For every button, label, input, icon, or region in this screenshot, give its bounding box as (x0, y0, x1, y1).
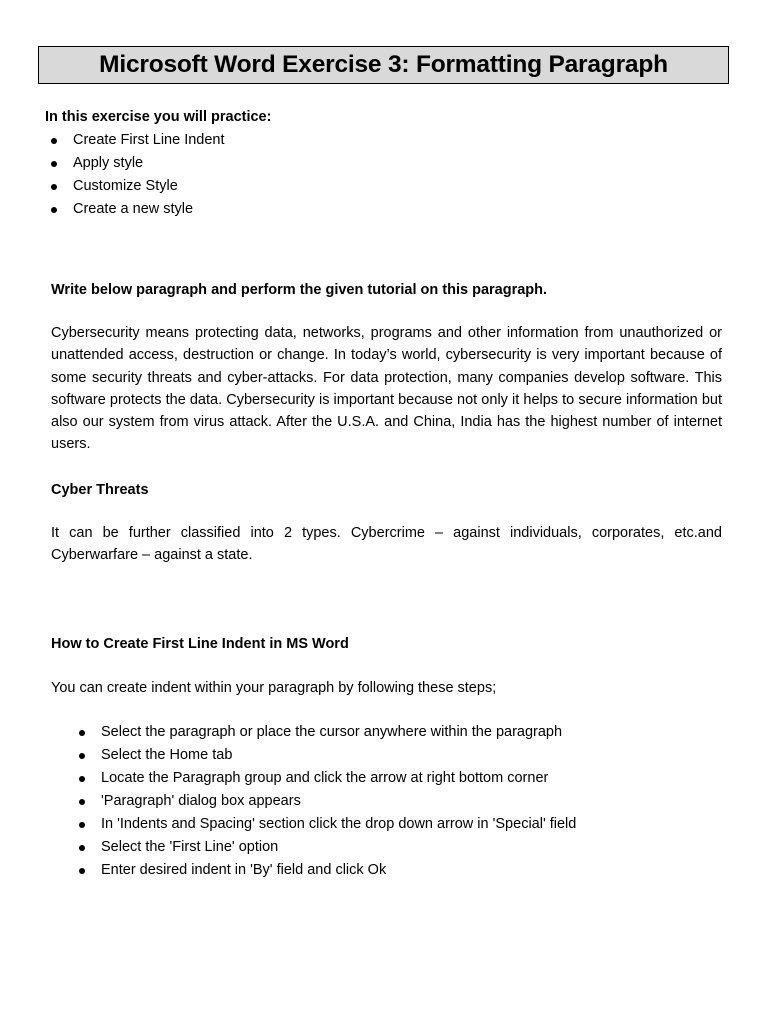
list-item (73, 790, 733, 813)
intro-lead: In this exercise you will practice: (45, 109, 272, 125)
steps-list (73, 721, 733, 882)
title-box (38, 46, 729, 84)
list-item (73, 813, 733, 836)
cyber-threats-paragraph: It can be further classified into 2 types. Cybercrime – against individuals, corporates, etc.and Cyberwarfare – against a state. (51, 525, 722, 564)
list-item-text: Create First Line Indent (73, 132, 225, 148)
bullet-icon (79, 730, 85, 736)
list-item (73, 836, 733, 859)
bullet-icon (51, 161, 57, 167)
instruction-heading: Write below paragraph and perform the given tutorial on this paragraph. (51, 282, 548, 298)
list-item-text: 'Paragraph' dialog box appears (101, 793, 301, 809)
list-item (45, 129, 725, 152)
bullet-icon (79, 799, 85, 805)
list-item-text: Select the Home tab (101, 747, 233, 763)
list-item (45, 175, 725, 198)
list-item-text: Enter desired indent in 'By' field and click Ok (101, 862, 387, 878)
list-item (73, 859, 733, 882)
list-item (73, 721, 733, 744)
list-item (73, 744, 733, 767)
list-item-text: Select the paragraph or place the cursor anywhere within the paragraph (101, 724, 563, 740)
list-item (45, 198, 725, 221)
bullet-icon (79, 845, 85, 851)
steps-lead: You can create indent within your paragraph by following these steps; (51, 680, 497, 696)
bullet-icon (79, 776, 85, 782)
list-item-text: Create a new style (73, 201, 194, 217)
intro-list (45, 129, 725, 221)
cyber-threats-heading: Cyber Threats (51, 482, 149, 498)
intro-section (45, 106, 725, 221)
list-item (45, 152, 725, 175)
bullet-icon (51, 184, 57, 190)
list-item-text: Select the 'First Line' option (101, 839, 279, 855)
bullet-icon (79, 868, 85, 874)
list-item (73, 767, 733, 790)
bullet-icon (51, 207, 57, 213)
first-line-indent-heading: How to Create First Line Indent in MS Word (51, 636, 349, 652)
list-item-text: Apply style (73, 155, 144, 171)
cybersecurity-paragraph: Cybersecurity means protecting data, networks, programs and other information from unauthorized or unattended access, destruction or change. In today’s world, cybersecurity is very important because of some security threats and cyber-attacks. For data protection, many companies develop software. This software protects the data. Cybersecurity is important because not only it helps to secure information but also our system from virus attack. After the U.S.A. and China, India has the highest number of internet users. (51, 325, 722, 453)
bullet-icon (79, 753, 85, 759)
list-item-text: Locate the Paragraph group and click the arrow at right bottom corner (101, 770, 549, 786)
page-title: Microsoft Word Exercise 3: Formatting Paragraph (99, 51, 668, 78)
list-item-text: Customize Style (73, 178, 178, 194)
bullet-icon (51, 138, 57, 144)
list-item-text: In 'Indents and Spacing' section click the drop down arrow in 'Special' field (101, 816, 577, 832)
bullet-icon (79, 822, 85, 828)
